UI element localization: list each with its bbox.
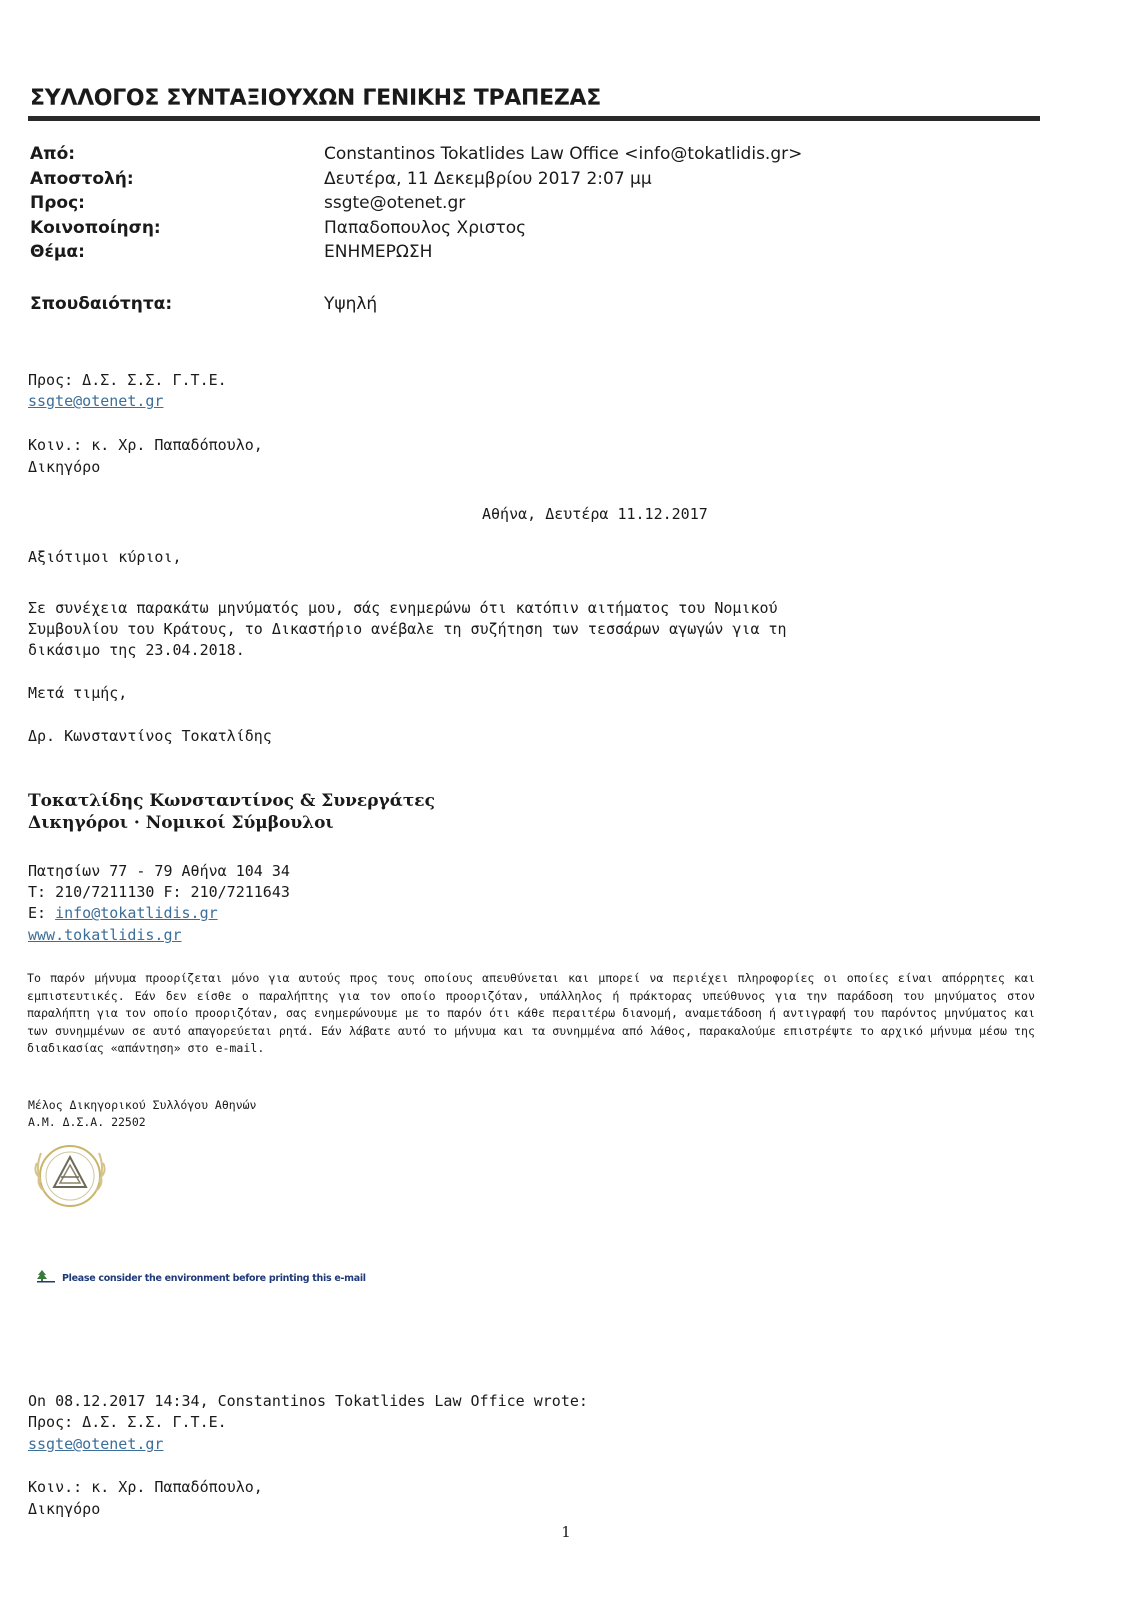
membership-line-2: Α.Μ. Δ.Σ.Α. 22502	[28, 1115, 146, 1129]
importance-label: Σπουδαιότητα:	[30, 294, 173, 314]
importance-value: Υψηλή	[324, 294, 378, 314]
sent-value: Δευτέρα, 11 Δεκεμβρίου 2017 2:07 μμ	[324, 169, 652, 189]
from-label: Από:	[30, 144, 76, 164]
cc-value: Παπαδοπουλος Χριστος	[324, 218, 527, 238]
cc-label: Κοινοποίηση:	[30, 218, 161, 238]
quoted-cc-role: Δικηγόρο	[28, 1500, 101, 1518]
page-number: 1	[561, 1523, 571, 1541]
body-cc-line: Κοιν.: κ. Χρ. Παπαδόπουλο,	[28, 436, 263, 454]
body-paragraph-line-1: Σε συνέχεια παρακάτω μηνύματός μου, σάς ενημερώνω ότι κατόπιν αιτήματος του Νομικού	[28, 599, 778, 617]
firm-email-row	[28, 904, 218, 922]
organization-title: ΣΥΛΛΟΓΟΣ ΣΥΝΤΑΞΙΟΥΧΩΝ ΓΕΝΙΚΗΣ ΤΡΑΠΕΖΑΣ	[30, 86, 601, 111]
body-to-email-link[interactable]: ssgte@otenet.gr	[28, 392, 164, 410]
quoted-to-email-link[interactable]: ssgte@otenet.gr	[28, 1435, 164, 1453]
signature: Δρ. Κωνσταντίνος Τοκατλίδης	[28, 727, 272, 745]
closing: Μετά τιμής,	[28, 684, 128, 702]
header-divider	[28, 116, 1040, 121]
to-value: ssgte@otenet.gr	[324, 193, 466, 213]
body-paragraph-line-2: Συμβουλίου του Κράτους, το Δικαστήριο ανέβαλε τη συζήτηση των τεσσάρων αγωγών για τη	[28, 620, 787, 638]
subject-label: Θέμα:	[30, 242, 85, 262]
tree-icon	[36, 1269, 56, 1288]
bar-association-seal-icon	[27, 1133, 113, 1219]
date-line: Αθήνα, Δευτέρα 11.12.2017	[482, 505, 708, 523]
firm-address: Πατησίων 77 - 79 Αθήνα 104 34	[28, 862, 290, 880]
sent-label: Αποστολή:	[30, 169, 134, 189]
subject-value: ΕΝΗΜΕΡΩΣΗ	[324, 242, 433, 262]
firm-phone-fax: T: 210/7211130 F: 210/7211643	[28, 883, 290, 901]
quoted-to-line: Προς: Δ.Σ. Σ.Σ. Γ.Τ.Ε.	[28, 1413, 227, 1431]
from-value: Constantinos Tokatlides Law Office <info@tokatlidis.gr>	[324, 144, 803, 164]
legal-disclaimer: Το παρόν μήνυμα προορίζεται μόνο για αυτούς προς τους οποίους απευθύνεται και μπορεί να περιέχει πληροφορίες οι οποίες είναι απόρρητες και εμπιστευτικές. Εάν δεν είσθε ο παραλήπτης για τον οποίο προοριζόταν, υπάλληλος ή πράκτορας υπεύθυνος για την παράδοση του μηνύματος στον παραλήπτη για τον οποίο προοριζόταν, σας ενημερώνουμε με το παρόν ότι κάθε περαιτέρω διανομή, αναμετάδοση ή αντιγραφή του παρόντος μηνύματος και των συνημμένων σε αυτό απαγορεύεται ρητά. Εάν λάβατε αυτό το μήνυμα και τα συνημμένα από λάθος, παρακαλούμε επιστρέψτε το αρχικό μήνυμα μέσω της διαδικασίας «απάντηση» στο e-mail.	[27, 971, 1035, 1056]
greeting: Αξιότιμοι κύριοι,	[28, 548, 182, 566]
environment-note-text: Please consider the environment before printing this e-mail	[62, 1273, 366, 1284]
body-cc-role: Δικηγόρο	[28, 458, 101, 476]
environment-note	[36, 1269, 366, 1288]
firm-email-prefix: E:	[28, 904, 56, 922]
quoted-header: On 08.12.2017 14:34, Constantinos Tokatlides Law Office wrote:	[28, 1392, 588, 1410]
membership-line-1: Μέλος Δικηγορικού Συλλόγου Αθηνών	[28, 1098, 257, 1112]
firm-website-link[interactable]: www.tokatlidis.gr	[28, 926, 182, 944]
firm-name-line-2: Δικηγόροι · Νομικοί Σύμβουλοι	[28, 813, 334, 833]
firm-name-line-1: Τοκατλίδης Κωνσταντίνος & Συνεργάτες	[28, 791, 435, 811]
quoted-cc-line: Κοιν.: κ. Χρ. Παπαδόπουλο,	[28, 1478, 263, 1496]
to-label: Προς:	[30, 193, 85, 213]
firm-email-link[interactable]: info@tokatlidis.gr	[55, 904, 218, 922]
body-paragraph-line-3: δικάσιμο της 23.04.2018.	[28, 641, 245, 659]
body-to-line: Προς: Δ.Σ. Σ.Σ. Γ.Τ.Ε.	[28, 371, 227, 389]
firm-name	[28, 790, 435, 834]
